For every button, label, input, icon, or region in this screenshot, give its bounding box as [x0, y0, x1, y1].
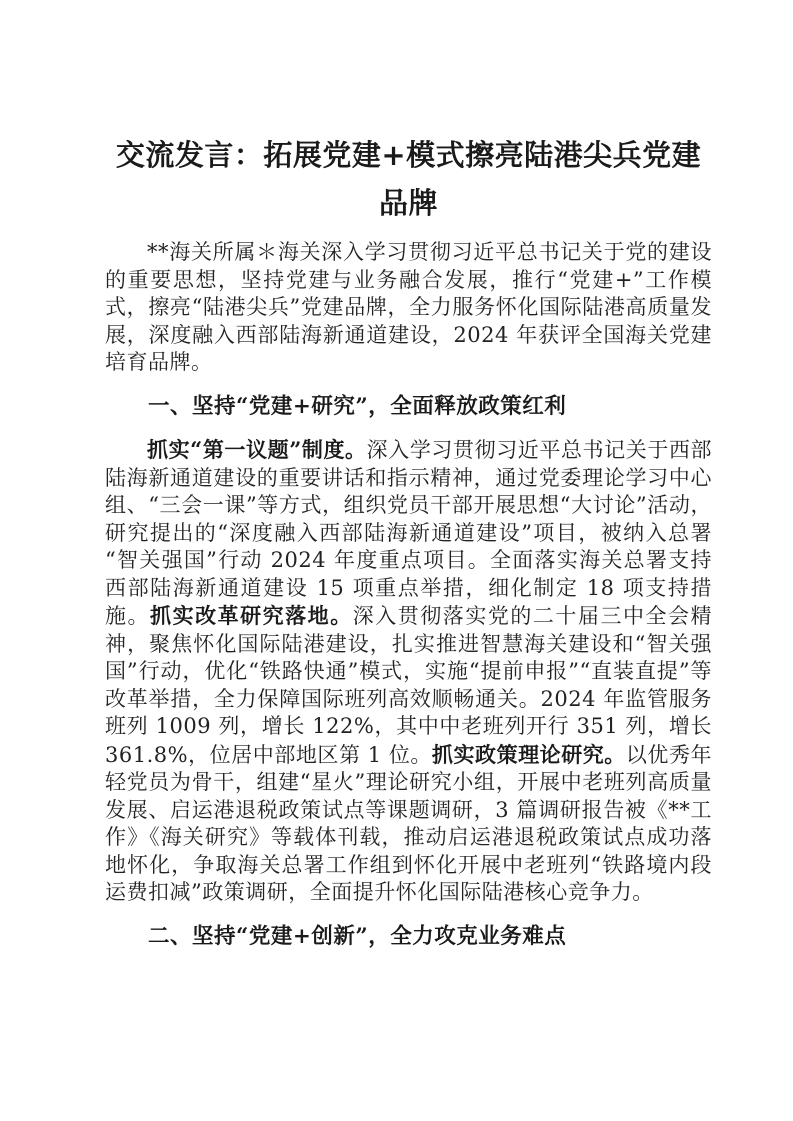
document-title: 交流发言：拓展党建+模式擦亮陆港尖兵党建品牌: [115, 138, 702, 220]
section-1-run-2: 深入贯彻落实党的二十届三中全会精神，聚焦怀化国际陆港建设，扎实推进智慧海关建设和“智关强国”行动，优化“铁路快通”模式，实施“提前申报”“直装直提”等改革举措，全力保障国际班列高效顺畅通关。2024 年监管服务班列 1009 列，增长 122%，其中中老班列开行 351 列，增长 361.8%，位居中部地区第 1 位。: [105, 604, 713, 767]
section-1-paragraph: [105, 436, 712, 907]
intro-paragraph: **海关所属＊海关深入学习贯彻习近平总书记关于党的建设的重要思想，坚持党建与业务融合发展，推行“党建+”工作模式，擦亮“陆港尖兵”党建品牌，全力服务怀化国际陆港高质量发展，深度融入西部陆海新通道建设，2024 年获评全国海关党建培育品牌。: [105, 240, 712, 374]
section-1-lead-phrase-2: 抓实改革研究落地。: [150, 603, 353, 628]
section-1-heading: 一、坚持“党建+研究”，全面释放政策红利: [148, 393, 567, 419]
section-1-lead-phrase-3: 抓实政策理论研究。: [431, 741, 626, 767]
section-2-heading: 二、坚持“党建+创新”，全力攻克业务难点: [148, 923, 567, 949]
section-1-run-3: 以优秀年轻党员为骨干，组建“星火”理论研究小组，开展中老班列高质量发展、启运港退税政策试点等课题调研，3 篇调研报告被《**工作》《海关研究》等载体刊载，推动启运港退税政策试点成功落地怀化，争取海关总署工作组到怀化开展中老班列“铁路境内段运费扣减”政策调研，全面提升怀化国际陆港核心竞争力。: [105, 742, 713, 904]
section-1-run-1: 深入学习贯彻习近平总书记关于西部陆海新通道建设的重要讲话和指示精神，通过党委理论学习中心组、“三会一课”等方式，组织党员干部开展思想“大讨论”活动，研究提出的“深度融入西部陆海新通道建设”项目，被纳入总署“智关强国”行动 2024 年度重点项目。全面落实海关总署支持西部陆海新通道建设 15 项重点举措，细化制定 18 项支持措施。: [105, 438, 712, 628]
section-1-lead-phrase-1: 抓实“第一议题”制度。: [147, 437, 367, 462]
